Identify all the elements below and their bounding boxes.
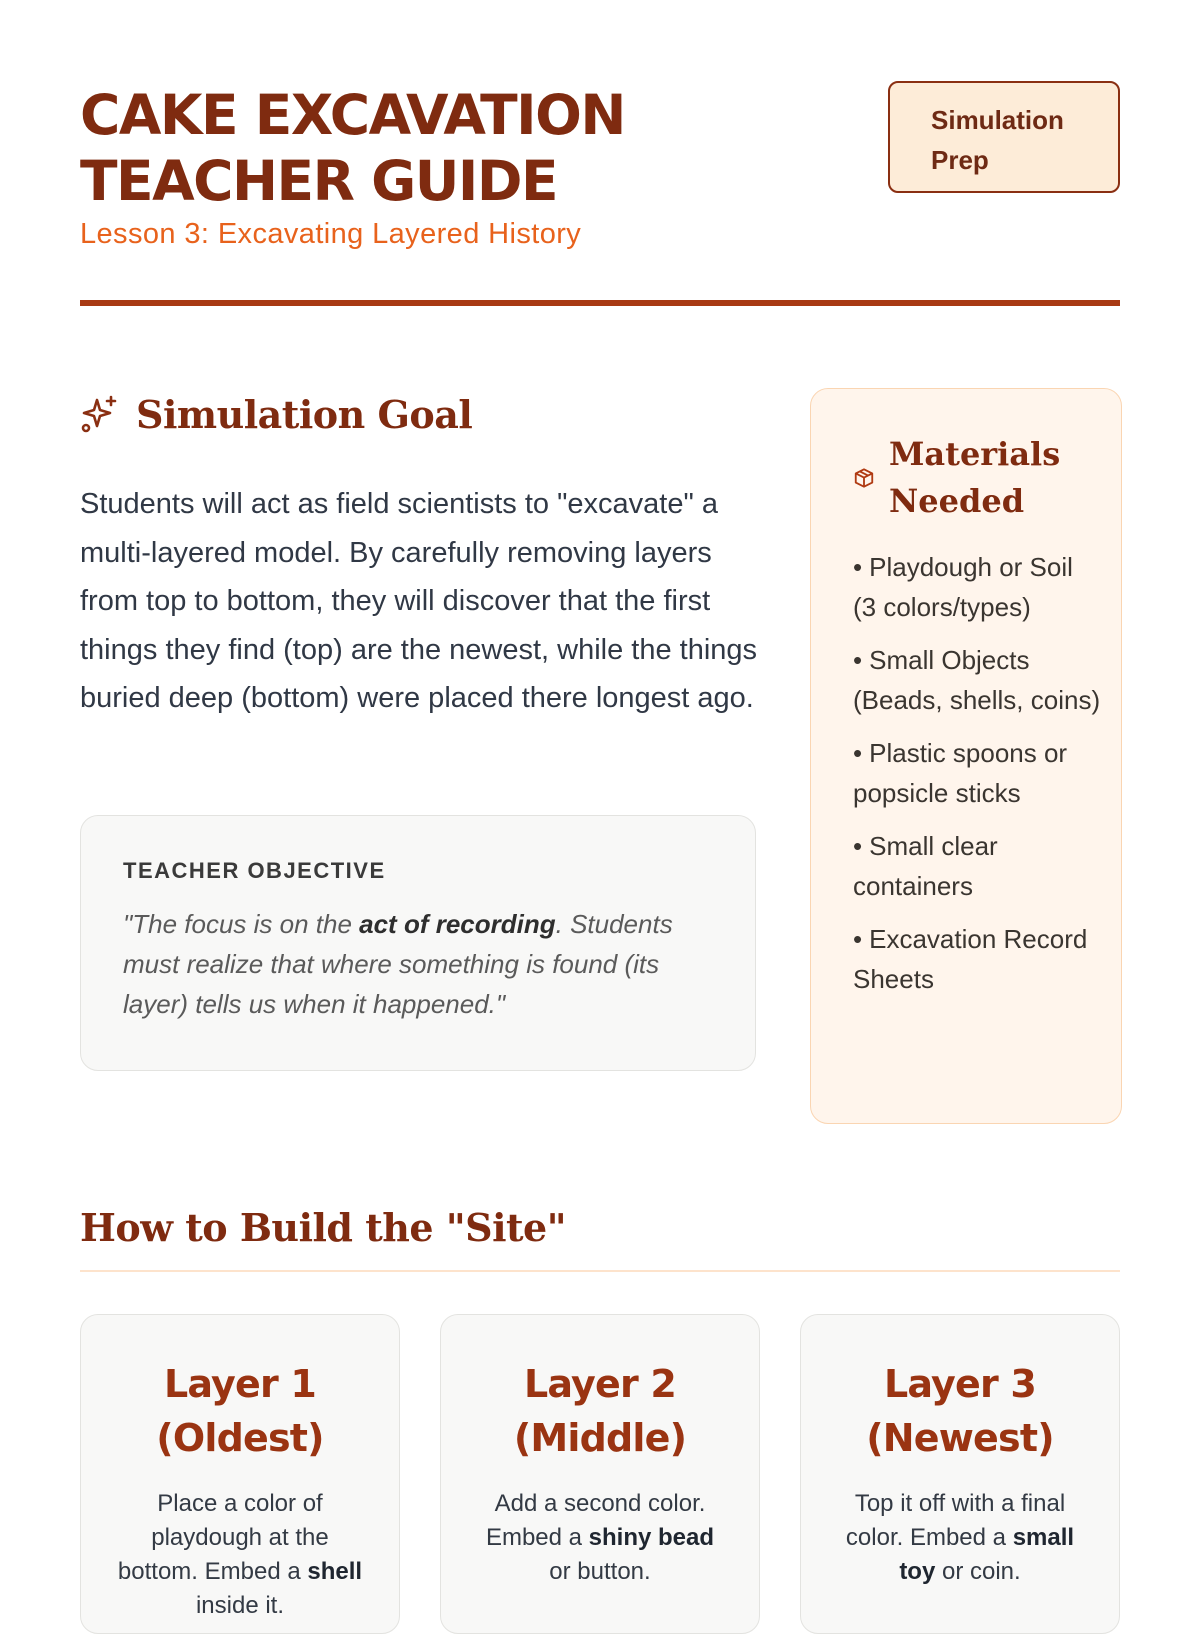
list-item [853,919,1101,999]
layer-title-line2: (Oldest) [156,1416,324,1460]
teacher-objective-quote [123,904,715,1024]
layer-title [441,1357,759,1465]
layer-card-newest [800,1314,1120,1634]
list-item [853,547,1101,627]
list-item [853,733,1101,813]
material-item: Small Objects (Beads, shells, coins) [853,645,1101,715]
simulation-prep-badge [888,81,1120,193]
teacher-objective-card [80,815,756,1071]
badge-line1: Simulation [931,105,1064,135]
layer-description [115,1487,365,1623]
layer-description [475,1487,725,1589]
materials-title-line2: Needed [889,482,1025,520]
simulation-goal-text: Students will act as field scientists to "excavate" a multi-layered model. By carefully removing layers from top to bottom, they will discover that the first things they find (top) are the newest, while the things buried deep (bottom) were placed there longest ago. [80,488,758,714]
quote-start: "The focus is on the [123,909,360,939]
layer-text-before: Top it off with a final color. Embed a [845,1490,1066,1551]
layer-text-after: or coin. [935,1558,1021,1585]
material-item: Excavation Record Sheets [853,924,1088,994]
layer-title-line1: Layer 1 [163,1362,317,1406]
layer-title [801,1357,1119,1465]
page-title-line2: TEACHER GUIDE [80,149,558,213]
badge-line2: Prep [931,145,989,175]
layer-text-bold: shell [307,1558,363,1585]
bullet: • [853,924,863,954]
layer-title-line2: (Middle) [513,1416,687,1460]
layer-title [81,1357,399,1465]
layer-card-middle [440,1314,760,1634]
page-title [80,82,800,214]
layer-description [835,1487,1085,1589]
materials-title-line1: Materials [889,435,1061,473]
list-item [853,826,1101,906]
build-section-divider [80,1270,1120,1272]
quote-end: . Students must realize that where something is found (its layer) tells us when it happened." [123,909,673,1019]
materials-card [810,388,1122,1124]
materials-list [853,547,1101,999]
list-item [853,640,1101,720]
materials-heading [853,431,1101,525]
quote-bold: act of recording [359,909,556,939]
layer-text-before: Add a second color. Embed a [485,1490,706,1551]
build-site-title: How to Build the "Site" [80,1205,567,1250]
lesson-subtitle: Lesson 3: Excavating Layered History [80,218,582,250]
layer-card-oldest [80,1314,400,1634]
simulation-goal-heading [80,388,472,440]
layer-title-line2: (Newest) [866,1416,1054,1460]
page-title-line1: CAKE EXCAVATION [80,83,625,147]
sparkles-icon [80,394,120,434]
materials-title [889,431,1060,525]
material-item: Small clear containers [853,831,998,901]
layer-text-after: inside it. [195,1592,285,1619]
layer-title-line1: Layer 3 [883,1362,1037,1406]
bullet: • [853,831,863,861]
material-item: Plastic spoons or popsicle sticks [853,738,1068,808]
bullet: • [853,738,863,768]
header-divider [80,300,1120,306]
layer-text-bold: small toy [899,1524,1075,1585]
box-icon [853,467,875,489]
teacher-objective-label: TEACHER OBJECTIVE [123,858,386,883]
bullet: • [853,645,863,675]
layer-title-line1: Layer 2 [523,1362,677,1406]
layer-text-after: or button. [549,1558,651,1585]
layer-text-before: Place a color of playdough at the bottom. Embed a [117,1490,329,1585]
layer-text-bold: shiny bead [588,1524,715,1551]
simulation-goal-title: Simulation Goal [136,391,473,437]
material-item: Playdough or Soil (3 colors/types) [853,552,1073,622]
bullet: • [853,552,863,582]
